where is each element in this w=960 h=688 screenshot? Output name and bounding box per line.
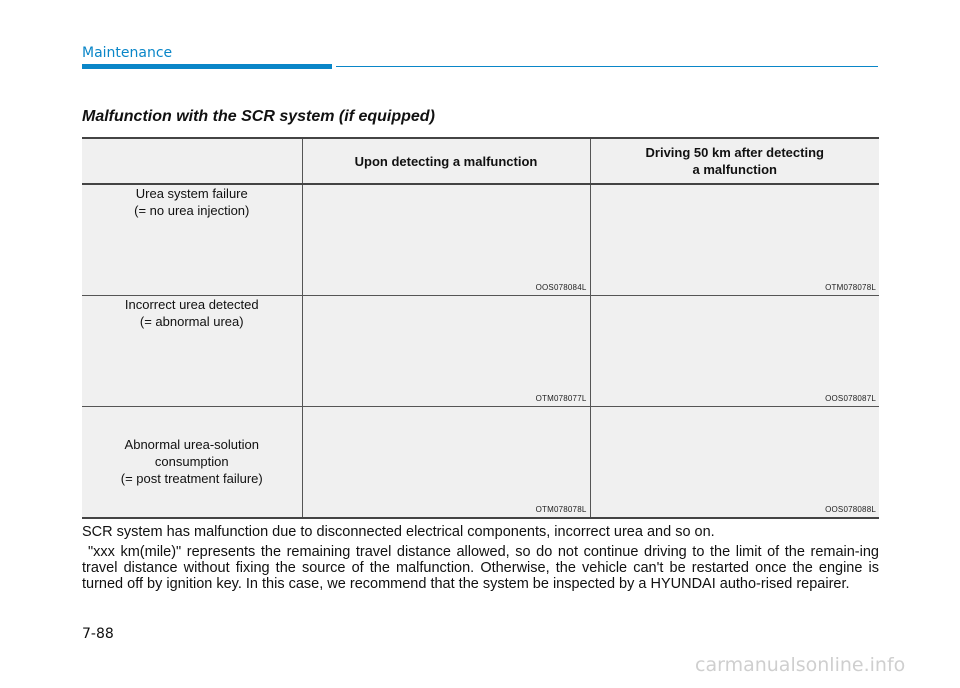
- condition-line: (= abnormal urea): [139, 314, 244, 329]
- header-driving-50km-line1: Driving 50 km after detecting: [645, 145, 824, 160]
- image-code: OOS078087L: [825, 394, 876, 403]
- illustration-cell: [302, 296, 590, 407]
- body-text: [82, 524, 879, 592]
- header-driving-50km: [590, 138, 879, 184]
- condition-line: Urea system failure: [135, 186, 248, 201]
- image-code: OTM078078L: [825, 283, 876, 292]
- condition-line: Incorrect urea detected: [124, 297, 259, 312]
- condition-line: consumption: [154, 454, 229, 469]
- scr-malfunction-table: [82, 137, 879, 519]
- section-label: Maintenance: [82, 45, 173, 61]
- section-rule-thin: [336, 66, 878, 67]
- header-condition: [82, 138, 302, 184]
- table-row: [82, 296, 879, 407]
- illustration-cell: [302, 407, 590, 519]
- header-upon-detecting: Upon detecting a malfunction: [302, 138, 590, 184]
- condition-line: (= no urea injection): [134, 203, 250, 218]
- row-condition: [82, 407, 302, 519]
- image-code: OOS078084L: [535, 283, 587, 292]
- paragraph-scr-malfunction: SCR system has malfunction due to disconnected electrical components, incorrect urea and so on.: [82, 524, 715, 540]
- table-row: [82, 407, 879, 519]
- table-header-row: [82, 138, 879, 184]
- image-code: OTM078078L: [535, 505, 587, 514]
- illustration-cell: [590, 407, 879, 519]
- page-heading: Malfunction with the SCR system (if equipped): [82, 108, 435, 125]
- condition-line: (= post treatment failure): [120, 471, 263, 486]
- paragraph-remaining-distance: "xxx km(mile)" represents the remaining travel distance allowed, so do not continue driving to the limit of the remain-ing travel distance without fixing the source of the malfunction. Otherwise, the vehicle can't be restarted once the engine is turned off by ignition key. In this case, we recommend that the system be inspected by a HYUNDAI autho-rised repairer.: [82, 544, 879, 592]
- row-condition: [82, 296, 302, 407]
- section-rule-thick: [82, 64, 332, 69]
- condition-line: Abnormal urea-solution: [124, 437, 259, 452]
- watermark: carmanualsonline.info: [695, 654, 906, 676]
- illustration-cell: [302, 184, 590, 296]
- header-driving-50km-line2: a malfunction: [692, 162, 777, 177]
- page-number: 7-88: [82, 626, 114, 642]
- image-code: OTM078077L: [535, 394, 587, 403]
- image-code: OOS078088L: [825, 505, 876, 514]
- table-row: [82, 184, 879, 296]
- illustration-cell: [590, 296, 879, 407]
- row-condition: [82, 184, 302, 296]
- illustration-cell: [590, 184, 879, 296]
